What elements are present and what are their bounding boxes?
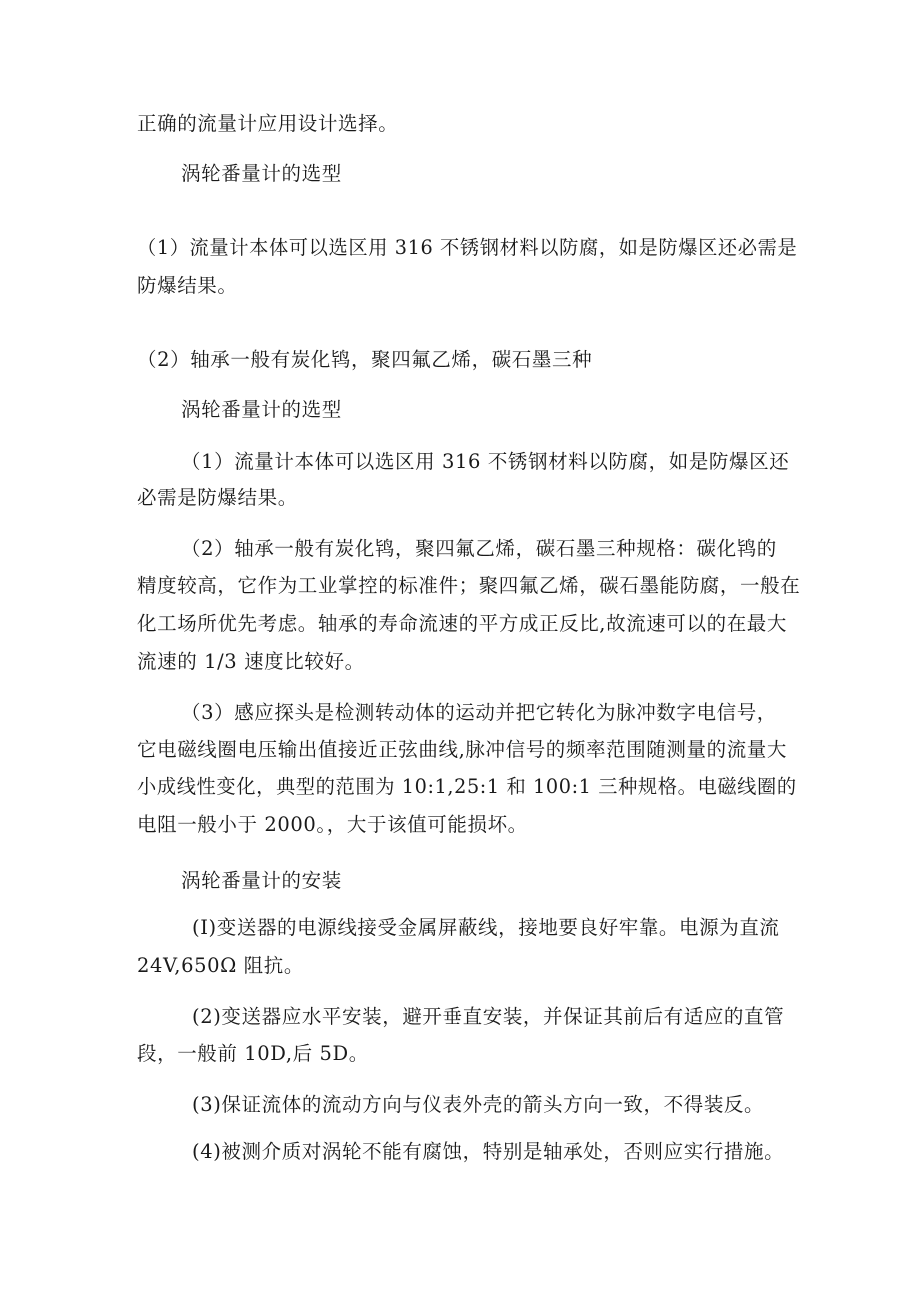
paragraph-a2-line-1: （2）轴承一般有炭化鸨，聚四氟乙烯，碳石墨三种 (137, 348, 593, 371)
paragraph-b3-line-1: （3）感应探头是检测转动体的运动并把它转化为脉冲数字电信号， (181, 701, 777, 724)
paragraph-b3-line-2: 它电磁线圈电压输出值接近正弦曲线,脉冲信号的频率范围随测量的流量大 (137, 738, 787, 761)
section-heading-selection-1: 涡轮番量计的选型 (181, 162, 342, 185)
paragraph-b3-line-3: 小成线性变化，典型的范围为 10:1,25:1 和 100:1 三种规格。电磁线圈的 (137, 775, 797, 798)
paragraph-b2-line-2: 精度较高，它作为工业掌控的标准件；聚四氟乙烯，碳石墨能防腐，一般在 (137, 574, 801, 597)
paragraph-b3-line-4: 电阻一般小于 2000。，大于该值可能损坏。 (137, 813, 528, 836)
install-item-4-line-1: (4)被测介质对涡轮不能有腐蚀，特别是轴承处，否则应实行措施。 (192, 1140, 785, 1163)
intro-line: 正确的流量计应用设计选择。 (137, 112, 399, 135)
install-item-1-line-1: (I)变送器的电源线接受金属屏蔽线，接地要良好牢靠。电源为直流 (192, 916, 780, 939)
paragraph-a1-line-2: 防爆结果。 (137, 274, 238, 297)
section-heading-installation: 涡轮番量计的安装 (181, 869, 342, 892)
install-item-2-line-2: 段，一般前 10D,后 5D。 (137, 1042, 369, 1065)
paragraph-b1-line-2: 必需是防爆结果。 (137, 486, 298, 509)
paragraph-a1-line-1: （1）流量计本体可以选区用 316 不锈钢材料以防腐，如是防爆区还必需是 (137, 236, 798, 259)
paragraph-b2-line-3: 化工场所优先考虑。轴承的寿命流速的平方成正反比,故流速可以的在最大 (137, 612, 787, 635)
install-item-1-line-2: 24V,650Ω 阻抗。 (137, 954, 304, 977)
section-heading-selection-2: 涡轮番量计的选型 (181, 398, 342, 421)
paragraph-b2-line-4: 流速的 1/3 速度比较好。 (137, 650, 365, 673)
install-item-2-line-1: (2)变送器应水平安装，避开垂直安装，并保证其前后有适应的直管 (192, 1005, 785, 1028)
paragraph-b1-line-1: （1）流量计本体可以选区用 316 不锈钢材料以防腐，如是防爆区还 (181, 450, 790, 473)
paragraph-b2-line-1: （2）轴承一般有炭化鸨，聚四氟乙烯，碳石墨三种规格：碳化鸨的 (181, 537, 777, 560)
install-item-3-line-1: (3)保证流体的流动方向与仪表外壳的箭头方向一致，不得装反。 (192, 1093, 765, 1116)
